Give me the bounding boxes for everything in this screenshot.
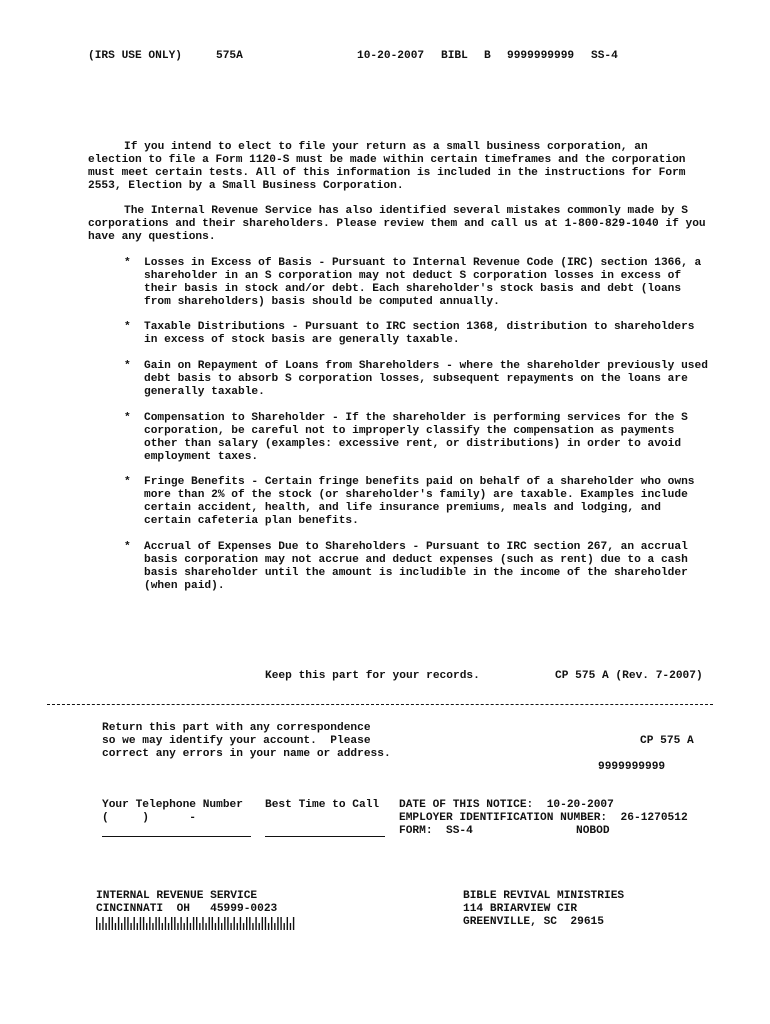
keep-records-text: Keep this part for your records.: [265, 670, 480, 682]
barcode-bar: [127, 917, 128, 930]
barcode-bar: [280, 917, 281, 930]
bullet-mark: *: [124, 412, 131, 424]
form-code: 575A: [216, 50, 243, 62]
recipient-city-state-zip: GREENVILLE, SC 29615: [463, 916, 604, 928]
barcode-bar: [215, 923, 216, 930]
barcode-bar: [187, 917, 188, 930]
barcode-bar: [249, 917, 250, 930]
barcode-bar: [118, 917, 119, 930]
barcode-bar: [259, 923, 260, 930]
barcode-bar: [105, 923, 106, 930]
barcode-bar: [196, 917, 197, 930]
barcode-bar: [193, 917, 194, 930]
barcode-bar: [287, 917, 288, 930]
barcode-bar: [274, 923, 275, 930]
barcode-bar: [96, 917, 97, 930]
bullet-mark: *: [124, 321, 131, 333]
form-type: FORM: SS-4: [399, 825, 473, 837]
barcode-bar: [149, 917, 150, 930]
barcode-bar: [265, 917, 266, 930]
barcode-bar: [171, 917, 172, 930]
bullet-mark: *: [124, 360, 131, 372]
barcode-bar: [199, 923, 200, 930]
barcode-bar: [262, 917, 263, 930]
barcode-bar: [184, 923, 185, 930]
barcode-bar: [177, 923, 178, 930]
barcode-bar: [143, 917, 144, 930]
irs-address-line-1: INTERNAL REVENUE SERVICE: [96, 890, 258, 902]
bullet-compensation: Compensation to Shareholder - If the shareholder is performing services for the S corporation, be careful not to improperly classify the compensation as payments other than salary (examples: excessive rent, or distributions) in order to avoid employment taxes.: [144, 412, 688, 464]
recipient-street: 114 BRIARVIEW CIR: [463, 903, 578, 915]
barcode-bar: [190, 923, 191, 930]
barcode-bar: [165, 917, 166, 930]
bullet-fringe-benefits: Fringe Benefits - Certain fringe benefits paid on behalf of a shareholder who owns more than 2% of the stock (or shareholder's family) are taxable. Examples include certain accident, health, and life insurance premiums, meals and lodging, and certain cafeteria plan benefits.: [144, 476, 695, 528]
header-ss: SS-4: [591, 50, 618, 62]
barcode-bar: [290, 923, 291, 930]
barcode-bar: [115, 923, 116, 930]
barcode-bar: [155, 917, 156, 930]
barcode-bar: [130, 923, 131, 930]
telephone-underline: [102, 836, 251, 837]
barcode-bar: [212, 917, 213, 930]
bullet-mark: *: [124, 476, 131, 488]
barcode-bar: [243, 923, 244, 930]
barcode-bar: [140, 917, 141, 930]
best-time-underline: [265, 836, 385, 837]
bullet-losses-in-excess: Losses in Excess of Basis - Pursuant to Internal Revenue Code (IRC) section 1366, a shareholder in an S corporation may not deduct S corporation losses in excess of their basis in stock and/or debt. Each shareholder's stock basis and debt (loans from shareholders) basis should be computed annually.: [144, 257, 702, 309]
best-time-label: Best Time to Call: [265, 799, 380, 811]
header-b: B: [484, 50, 491, 62]
barcode-bar: [252, 923, 253, 930]
barcode-bar: [202, 917, 203, 930]
barcode-bar: [109, 917, 110, 930]
irs-address-line-2: CINCINNATI OH 45999-0023: [96, 903, 278, 915]
barcode-bar: [209, 917, 210, 930]
barcode-bar: [284, 923, 285, 930]
barcode-bar: [218, 917, 219, 930]
barcode-bar: [271, 917, 272, 930]
return-instructions-line-2: so we may identify your account. Please: [102, 735, 371, 747]
barcode-bar: [221, 923, 222, 930]
form-revision: CP 575 A (Rev. 7-2007): [555, 670, 703, 682]
telephone-label: Your Telephone Number: [102, 799, 243, 811]
intro-paragraph-1: If you intend to elect to file your return as a small business corporation, an election to file a Form 1120-S must be made within certain timeframes and the corporation must meet certain tests. All of this information is included in the instructions for Form 2553, Election by a Small Business Corporation.: [88, 141, 686, 193]
barcode-bar: [159, 917, 160, 930]
bullet-accrual-of-expenses: Accrual of Expenses Due to Shareholders - Pursuant to IRC section 267, an accrual basis corporation may not accrue and deduct expenses (such as rent) due to a cash basis shareholder until the amount is includible in the income of the shareholder (when paid).: [144, 541, 688, 593]
barcode-bar: [180, 917, 181, 930]
header-date: 10-20-2007: [357, 50, 425, 62]
postal-barcode: [96, 917, 296, 930]
barcode-bar: [99, 923, 100, 930]
barcode-bar: [134, 917, 135, 930]
return-instructions-line-1: Return this part with any correspondence: [102, 722, 371, 734]
cp-label: CP 575 A: [640, 735, 694, 747]
return-instructions-line-3: correct any errors in your name or address.: [102, 748, 391, 760]
barcode-bar: [112, 917, 113, 930]
barcode-bar: [277, 917, 278, 930]
barcode-bar: [227, 917, 228, 930]
account-number: 9999999999: [598, 761, 666, 773]
header-bibl: BIBL: [441, 50, 468, 62]
bullet-mark: *: [124, 541, 131, 553]
barcode-bar: [174, 917, 175, 930]
barcode-bar: [146, 923, 147, 930]
barcode-bar: [246, 917, 247, 930]
irs-use-only-label: (IRS USE ONLY): [88, 50, 182, 62]
header-number: 9999999999: [507, 50, 575, 62]
barcode-bar: [162, 923, 163, 930]
tear-line: [47, 704, 713, 705]
recipient-name: BIBLE REVIVAL MINISTRIES: [463, 890, 625, 902]
barcode-bar: [137, 923, 138, 930]
barcode-bar: [237, 923, 238, 930]
barcode-bar: [240, 917, 241, 930]
barcode-bar: [152, 923, 153, 930]
bullet-gain-on-repayment: Gain on Repayment of Loans from Shareholders - where the shareholder previously used debt basis to absorb S corporation losses, subsequent repayments on the loans are generally taxable.: [144, 360, 708, 399]
barcode-bar: [293, 917, 294, 930]
barcode-bar: [124, 917, 125, 930]
telephone-field[interactable]: ( ) -: [102, 812, 196, 824]
notice-date: DATE OF THIS NOTICE: 10-20-2007: [399, 799, 614, 811]
barcode-bar: [234, 917, 235, 930]
nobod-code: NOBOD: [576, 825, 610, 837]
barcode-bar: [268, 923, 269, 930]
barcode-bar: [224, 917, 225, 930]
barcode-bar: [102, 917, 103, 930]
employer-id-number: EMPLOYER IDENTIFICATION NUMBER: 26-1270512: [399, 812, 688, 824]
barcode-bar: [255, 917, 256, 930]
intro-paragraph-2: The Internal Revenue Service has also identified several mistakes commonly made by S corporations and their shareholders. Please review them and call us at 1-800-829-1040 if you have any questions.: [88, 205, 706, 244]
barcode-bar: [121, 923, 122, 930]
barcode-bar: [168, 923, 169, 930]
barcode-bar: [205, 923, 206, 930]
bullet-taxable-distributions: Taxable Distributions - Pursuant to IRC section 1368, distribution to shareholders in excess of stock basis are generally taxable.: [144, 321, 695, 347]
bullet-mark: *: [124, 257, 131, 269]
barcode-bar: [230, 923, 231, 930]
